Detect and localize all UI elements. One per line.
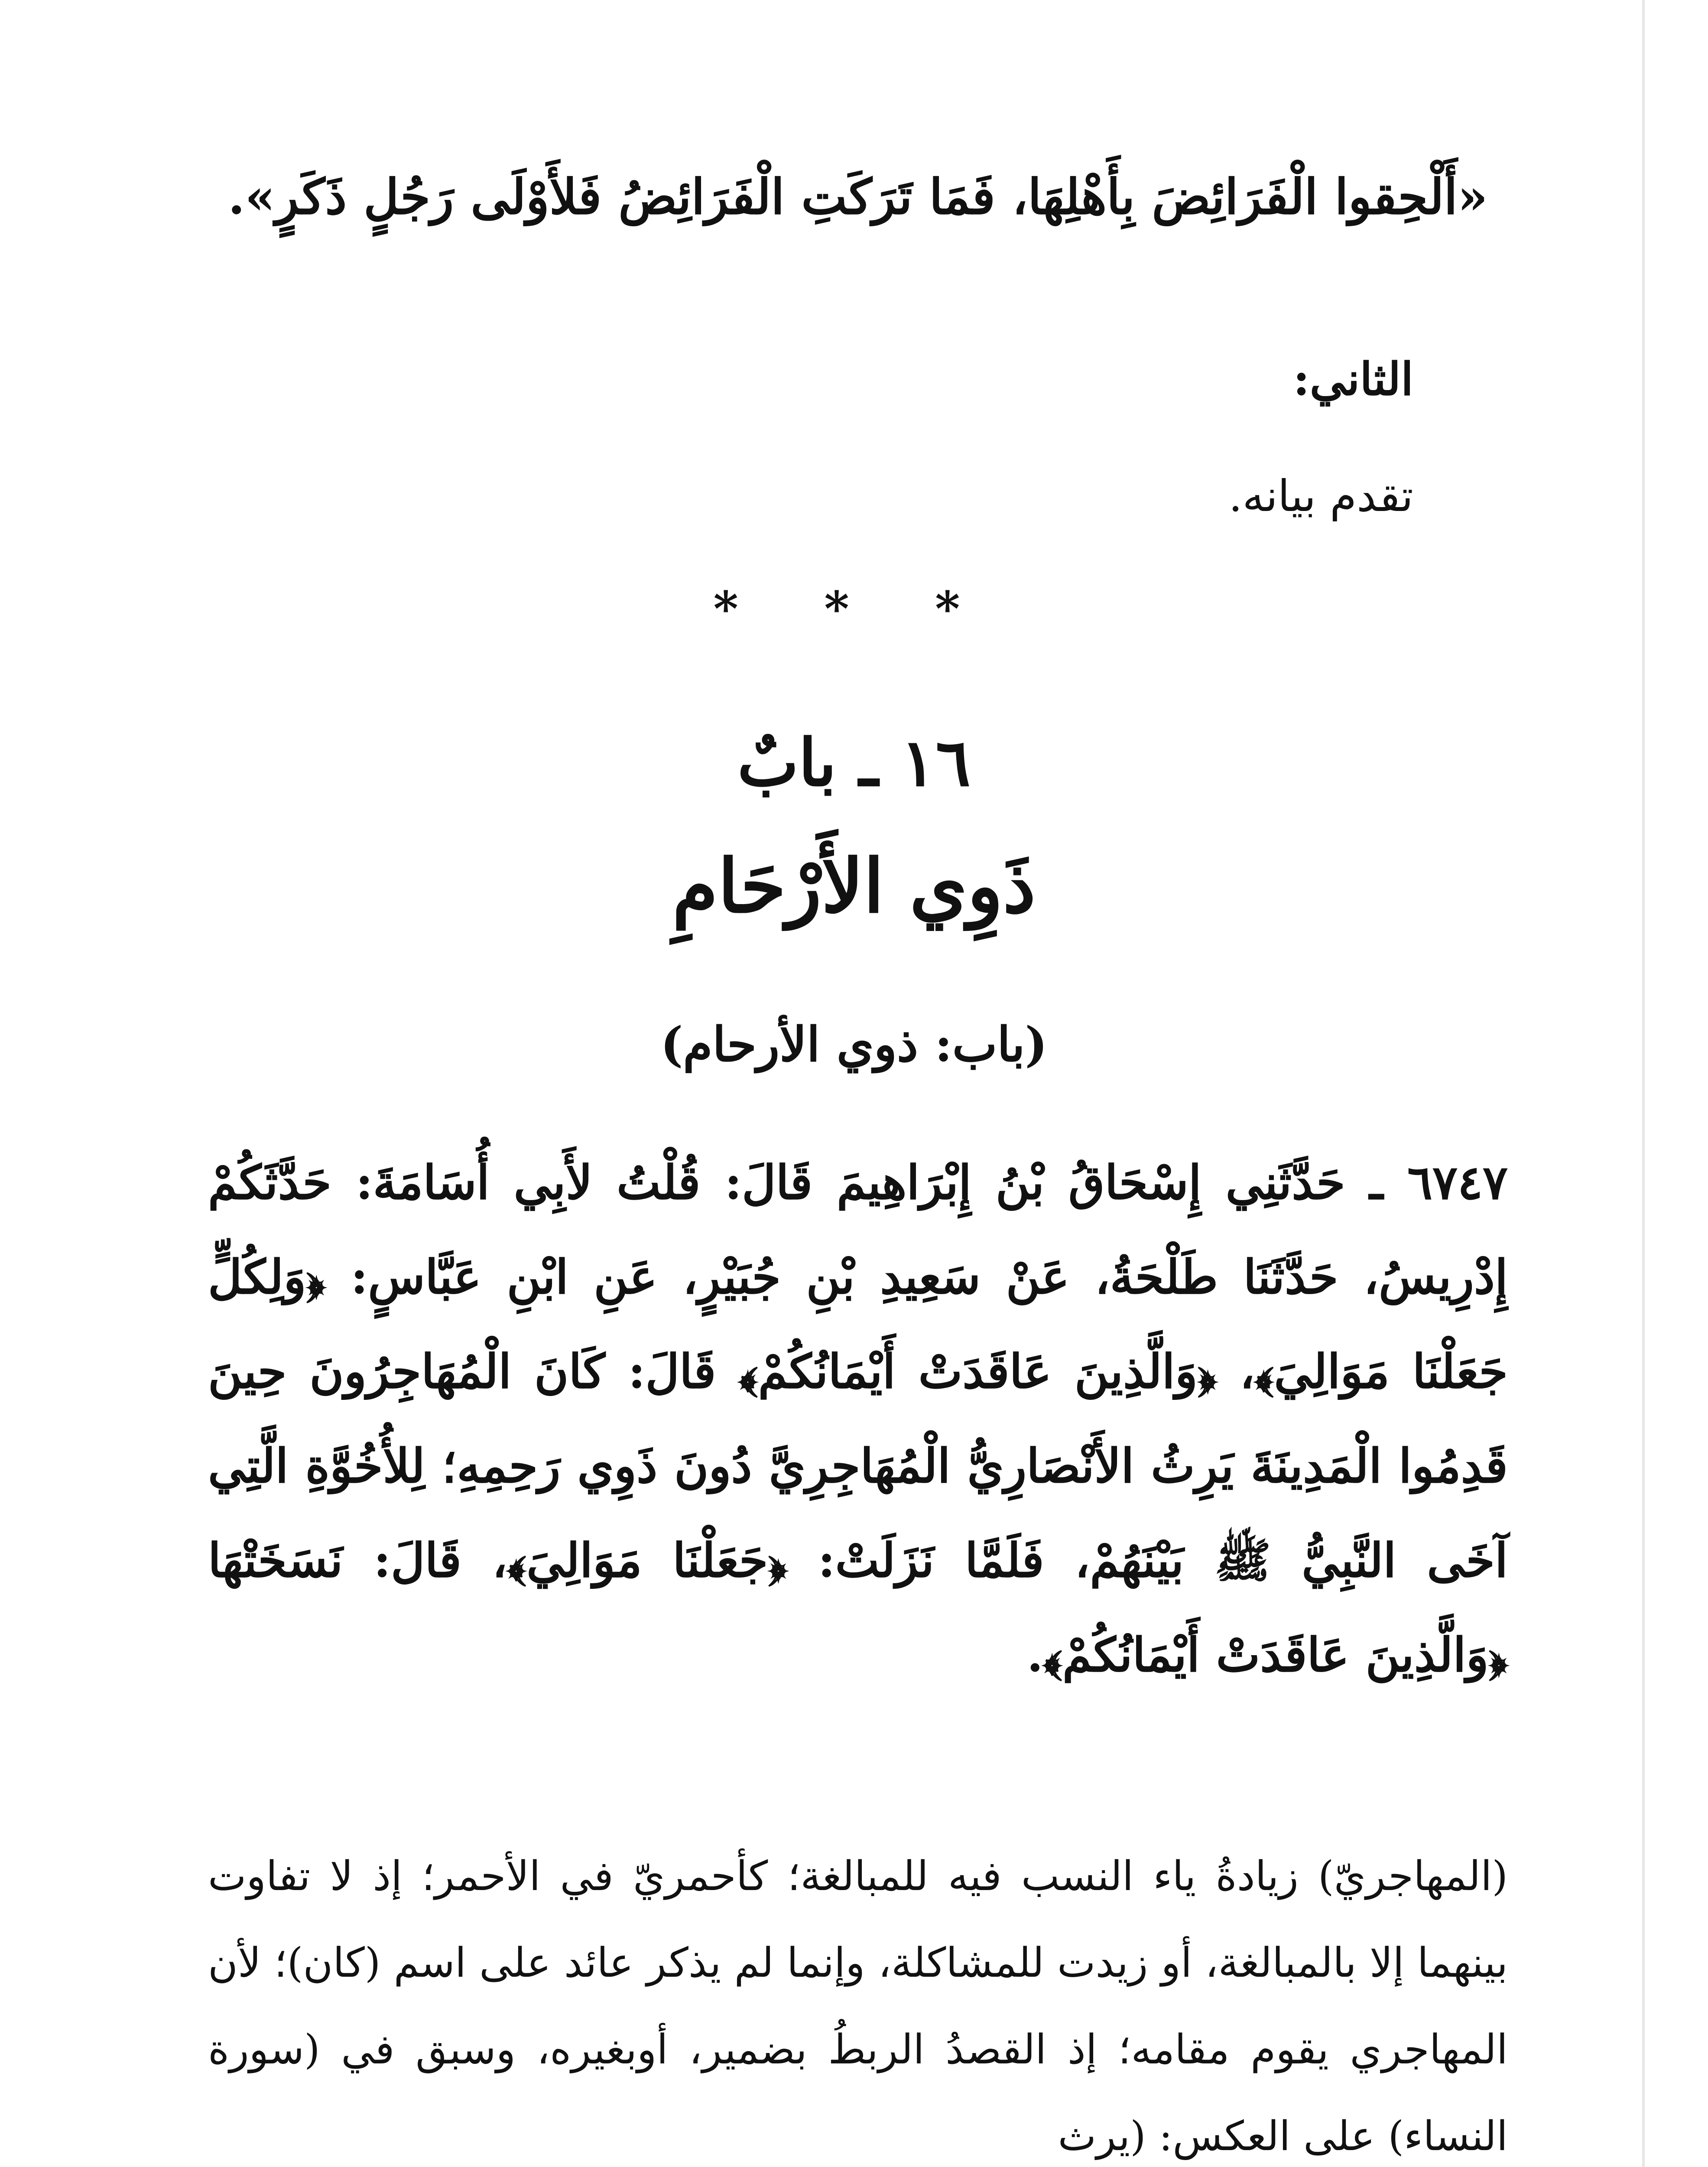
hadith-ending-line: «أَلْحِقوا الْفَرَائِضَ بِأَهْلِهَا، فَمَا تَرَكَتِ الْفَرَائِضُ فَلأَوْلَى رَجُلٍ ذَكَرٍ». [228,169,1488,225]
chapter-subtitle: (باب: ذوي الأرحام) [660,1016,1048,1072]
label-second: الثاني: [1293,352,1413,406]
chapter-title: ذَوِي الأَرْحَامِ [672,843,1036,930]
note-explained: تقدم بيانه. [1228,471,1413,521]
section-separator: * * * [713,581,995,637]
commentary-text: (المهاجريّ) زيادةُ ياء النسب فيه للمبالغة؛ كأحمريّ في الأحمر؛ إذ لا تفاوت بينهما إلا بالمبالغة، أو زيدت للمشاكلة، وإنما لم يذكر عائد على اسم (كان)؛ لأن المهاجري يقوم مقامه؛ إذ القصدُ الربطُ بضمير، أوبغيره، وسبق في (سورة النساء) على العكس: (يرث [208,1853,1508,2160]
scan-edge-line [1642,0,1645,2167]
hadith-main-text: ٦٧٤٧ ـ حَدَّثَنِي إِسْحَاقُ بْنُ إِبْرَاهِيمَ قَالَ: قُلْتُ لأَبِي أُسَامَةَ: حَدَّثَكُمْ إِدْرِيسُ، حَدَّثَنَا طَلْحَةُ، عَنْ سَعِيدِ بْنِ جُبَيْرٍ، عَنِ ابْنِ عَبَّاسٍ: ﴿وَلِكُلٍّ جَعَلْنَا مَوَالِيَ﴾، ﴿وَالَّذِينَ عَاقَدَتْ أَيْمَانُكُمْ﴾ قَالَ: كَانَ الْمُهَاجِرُونَ حِينَ قَدِمُوا الْمَدِينَةَ يَرِثُ الأَنْصَارِيُّ الْمُهَاجِرِيَّ دُونَ ذَوِي رَحِمِهِ؛ لِلأُخُوَّةِ الَّتِي آخَى النَّبِيُّ ﷺ بَيْنَهُمْ، فَلَمَّا نَزَلَتْ: ﴿جَعَلْنَا مَوَالِيَ﴾، قَالَ: نَسَخَتْهَا ﴿وَالَّذِينَ عَاقَدَتْ أَيْمَانُكُمْ﴾. [208,1155,1508,1682]
chapter-number: ١٦ ـ بابٌ [737,725,971,801]
